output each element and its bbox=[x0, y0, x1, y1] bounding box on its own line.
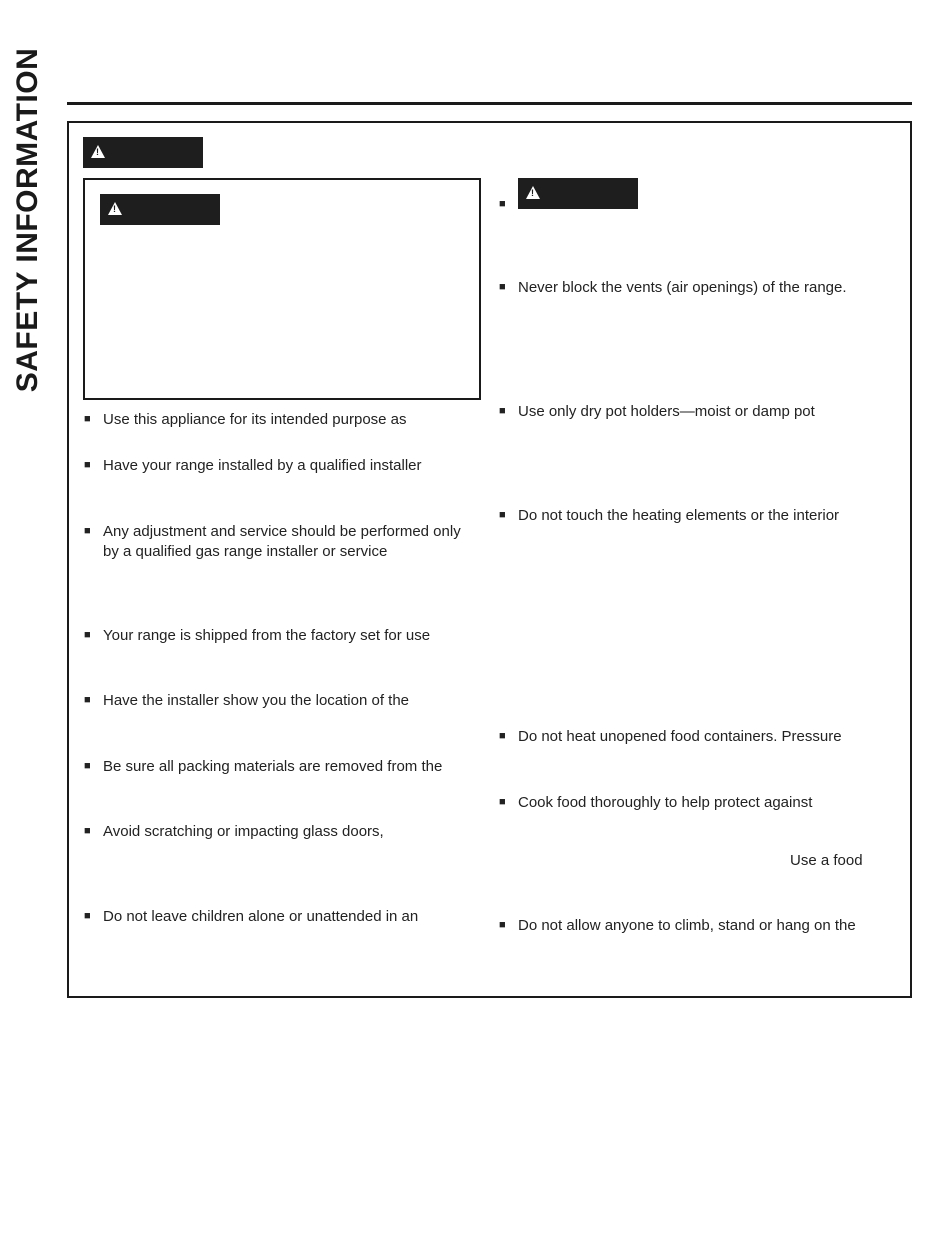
list-item bbox=[499, 916, 899, 936]
list-item-text: Do not heat unopened food containers. Pressure bbox=[518, 728, 842, 745]
bullet-icon: ■ bbox=[84, 760, 91, 772]
list-item bbox=[84, 757, 469, 777]
list-item-text: Have your range installed by a qualified installer bbox=[103, 457, 422, 474]
paragraph-fragment: Use a food bbox=[790, 852, 863, 869]
list-item-text: Cook food thoroughly to help protect against bbox=[518, 794, 813, 811]
section-title-text: SAFETY INFORMATION bbox=[11, 47, 44, 393]
bullet-icon: ■ bbox=[84, 525, 91, 537]
list-item-text: Be sure all packing materials are removed from the bbox=[103, 758, 443, 775]
bullet-icon: ■ bbox=[499, 796, 506, 808]
list-item bbox=[84, 822, 469, 842]
top-rule-divider bbox=[67, 102, 912, 105]
list-item bbox=[499, 506, 899, 526]
list-item-text: Have the installer show you the location of the bbox=[103, 692, 410, 709]
bullet-icon: ■ bbox=[499, 730, 506, 742]
warning-badge-main bbox=[83, 137, 203, 168]
side-section-title bbox=[8, 40, 48, 400]
list-item bbox=[499, 278, 899, 298]
warning-triangle-icon bbox=[108, 202, 122, 215]
bullet-icon: ■ bbox=[84, 694, 91, 706]
list-item-text: Do not leave children alone or unattended in an bbox=[103, 908, 419, 925]
list-item bbox=[84, 626, 469, 646]
list-item bbox=[499, 793, 899, 813]
list-item-text: Do not touch the heating elements or the interior bbox=[518, 507, 840, 524]
bullet-icon: ■ bbox=[499, 509, 506, 521]
bullet-icon: ■ bbox=[499, 198, 506, 210]
bullet-icon: ■ bbox=[84, 910, 91, 922]
list-item bbox=[499, 402, 899, 422]
list-item-text: Your range is shipped from the factory set for use bbox=[103, 627, 431, 644]
list-item bbox=[499, 727, 899, 747]
list-item-text: Never block the vents (air openings) of the range. bbox=[518, 279, 847, 296]
list-item bbox=[84, 522, 469, 561]
warning-badge-right bbox=[518, 178, 638, 209]
bullet-icon: ■ bbox=[84, 413, 91, 425]
warning-triangle-icon bbox=[526, 186, 540, 199]
bullet-icon: ■ bbox=[499, 405, 506, 417]
list-item-text: Do not allow anyone to climb, stand or hang on the bbox=[518, 917, 856, 934]
list-item bbox=[84, 456, 469, 476]
list-item-text: Use this appliance for its intended purpose as bbox=[103, 411, 407, 428]
list-item bbox=[84, 410, 469, 430]
warning-badge-inner bbox=[100, 194, 220, 225]
list-item-text: Use only dry pot holders—moist or damp pot bbox=[518, 403, 815, 420]
list-item bbox=[84, 691, 469, 711]
bullet-icon: ■ bbox=[84, 629, 91, 641]
bullet-icon: ■ bbox=[84, 459, 91, 471]
bullet-icon: ■ bbox=[84, 825, 91, 837]
warning-triangle-icon bbox=[91, 145, 105, 158]
bullet-icon: ■ bbox=[499, 919, 506, 931]
list-item-text: Any adjustment and service should be performed only by a qualified gas range installer or service bbox=[103, 523, 461, 560]
list-item-text: Avoid scratching or impacting glass doors, bbox=[103, 823, 384, 840]
bullet-icon: ■ bbox=[499, 281, 506, 293]
list-item bbox=[84, 907, 469, 927]
